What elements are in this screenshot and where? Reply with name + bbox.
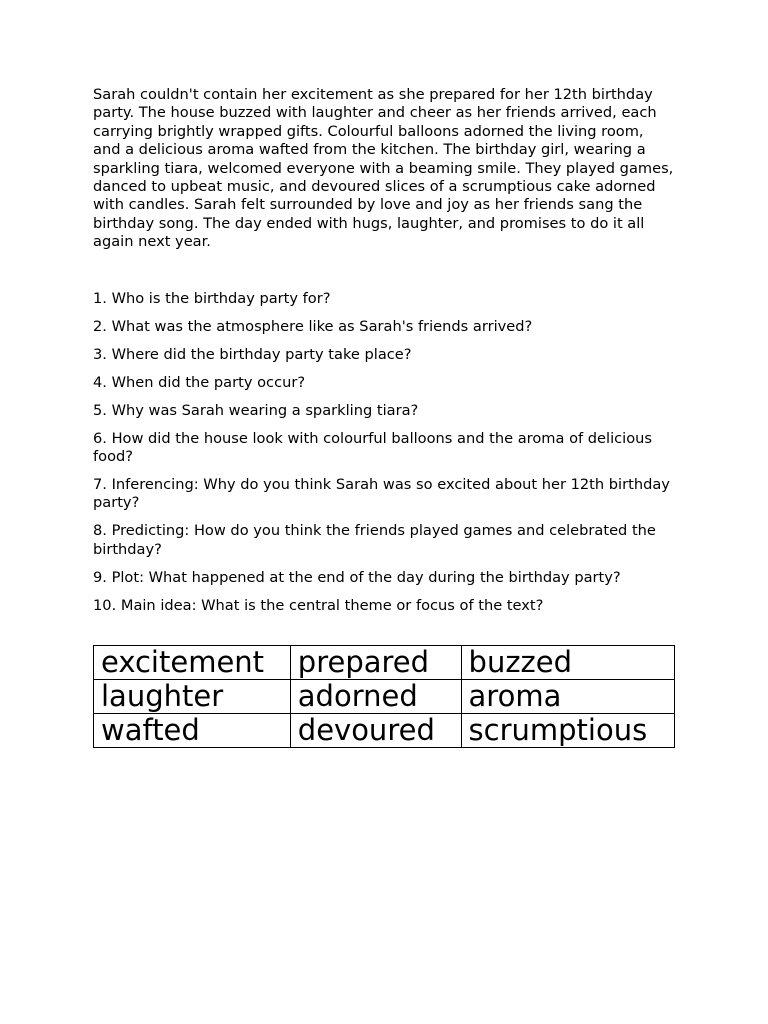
question-item: 10. Main idea: What is the central theme or focus of the text? — [93, 596, 544, 614]
question-item: 3. Where did the birthday party take place? — [93, 345, 412, 363]
question-item: 2. What was the atmosphere like as Sarah's friends arrived? — [93, 317, 533, 335]
question-item: 6. How did the house look with colourful balloons and the aroma of delicious food? — [93, 429, 652, 466]
question-item: 7. Inferencing: Why do you think Sarah was so excited about her 12th birthday party? — [93, 476, 670, 512]
table-row — [94, 646, 675, 680]
vocab-word: buzzed — [461, 646, 674, 680]
vocab-word: aroma — [461, 680, 674, 714]
vocab-word: scrumptious — [461, 714, 674, 748]
vocab-word: laughter — [94, 680, 291, 714]
question-item: 5. Why was Sarah wearing a sparkling tiara? — [93, 401, 419, 419]
question-item: 4. When did the party occur? — [93, 373, 306, 391]
vocabulary-table — [93, 645, 675, 748]
comprehension-questions — [93, 290, 675, 616]
vocab-word: wafted — [94, 714, 291, 748]
vocab-word: excitement — [94, 646, 291, 680]
table-row — [94, 680, 675, 714]
vocab-word: prepared — [290, 646, 461, 680]
story-passage: Sarah couldn't contain her excitement as she prepared for her 12th birthday party. The house buzzed with laughter and cheer as her friends arrived, each carrying brightly wrapped gifts. Colourful balloons adorned the living room, and a delicious aroma wafted from the kitchen. The birthday girl, wearing a sparkling tiara, welcomed everyone with a beaming smile. They played games, danced to upbeat music, and devoured slices of a scrumptious cake adorned with candles. Sarah felt surrounded by love and joy as her friends sang the birthday song. The day ended with hugs, laughter, and promises to do it all again next year. — [93, 86, 674, 251]
vocab-word: devoured — [290, 714, 461, 748]
question-item: 8. Predicting: How do you think the friends played games and celebrated the birthday? — [93, 522, 656, 558]
vocab-word: adorned — [290, 680, 461, 714]
question-item: 9. Plot: What happened at the end of the day during the birthday party? — [93, 568, 621, 586]
table-row — [94, 714, 675, 748]
question-item: 1. Who is the birthday party for? — [93, 289, 331, 307]
worksheet — [93, 86, 675, 748]
